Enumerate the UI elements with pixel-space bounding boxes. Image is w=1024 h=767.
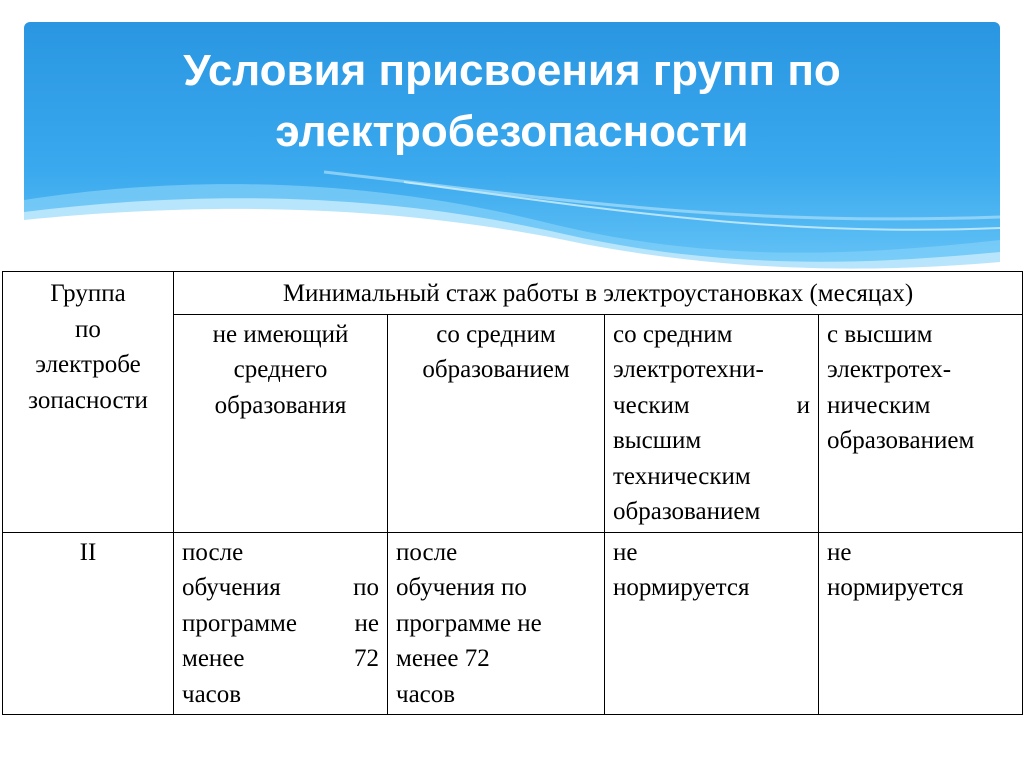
cell-secondary [388,532,605,715]
cell-text: часов [396,680,456,708]
cell-secondary-electrotech [605,532,819,715]
requirements-table [2,271,1023,715]
cell-text: не [613,538,638,566]
cell-text: обучения по [396,574,527,601]
group-cell: II [3,532,174,715]
header-text: электробе [35,351,141,378]
cell-text: нормируется [827,574,964,601]
header-text: электротех- [827,356,952,383]
experience-header-cell: Минимальный стаж работы в электроустановках (месяцах) [174,272,1023,315]
header-text: техническим [613,462,751,490]
subheader-secondary [388,314,605,532]
cell-text: менее 72 [396,645,490,672]
header-text: образования [214,391,347,419]
header-text: электротехни- [613,356,764,383]
header-text: со средним [613,320,733,348]
header-text: Группа [50,280,126,307]
table-row [3,532,1023,715]
subheader-higher-electrotech [819,314,1023,532]
header-text: высшим [613,427,702,454]
cell-text-justified: программе не [182,609,379,637]
header-text: среднего [233,356,328,383]
cell-text-justified: менее 72 [182,645,379,672]
cell-text: не [827,538,852,566]
header-text: с высшим [827,320,933,348]
header-text: образованием [422,356,570,383]
cell-text-justified: обучения по [182,574,379,601]
header-text: со средним [436,320,556,348]
group-header-cell [3,272,174,533]
cell-text: после [396,538,458,566]
subheader-no-secondary [174,314,388,532]
title-line: Условия присвоения групп по [183,46,841,95]
header-text: по [75,315,101,343]
cell-text: часов [182,680,242,708]
header-text: ническим [827,391,931,419]
title-line: электробезопасности [275,107,749,156]
header-text: не имеющий [212,320,349,348]
cell-text: после [182,538,244,566]
header-text: образованием [613,498,761,525]
cell-higher-electrotech [819,532,1023,715]
slide-title [24,40,1000,162]
cell-text: программе не [396,609,542,637]
subheader-secondary-electrotech [605,314,819,532]
cell-text: нормируется [613,574,750,601]
header-text: зопасности [28,386,148,414]
cell-no-secondary [174,532,388,715]
header-row [3,272,1023,315]
header-text: образованием [827,427,975,454]
header-text-justified: ческим и [613,391,810,419]
